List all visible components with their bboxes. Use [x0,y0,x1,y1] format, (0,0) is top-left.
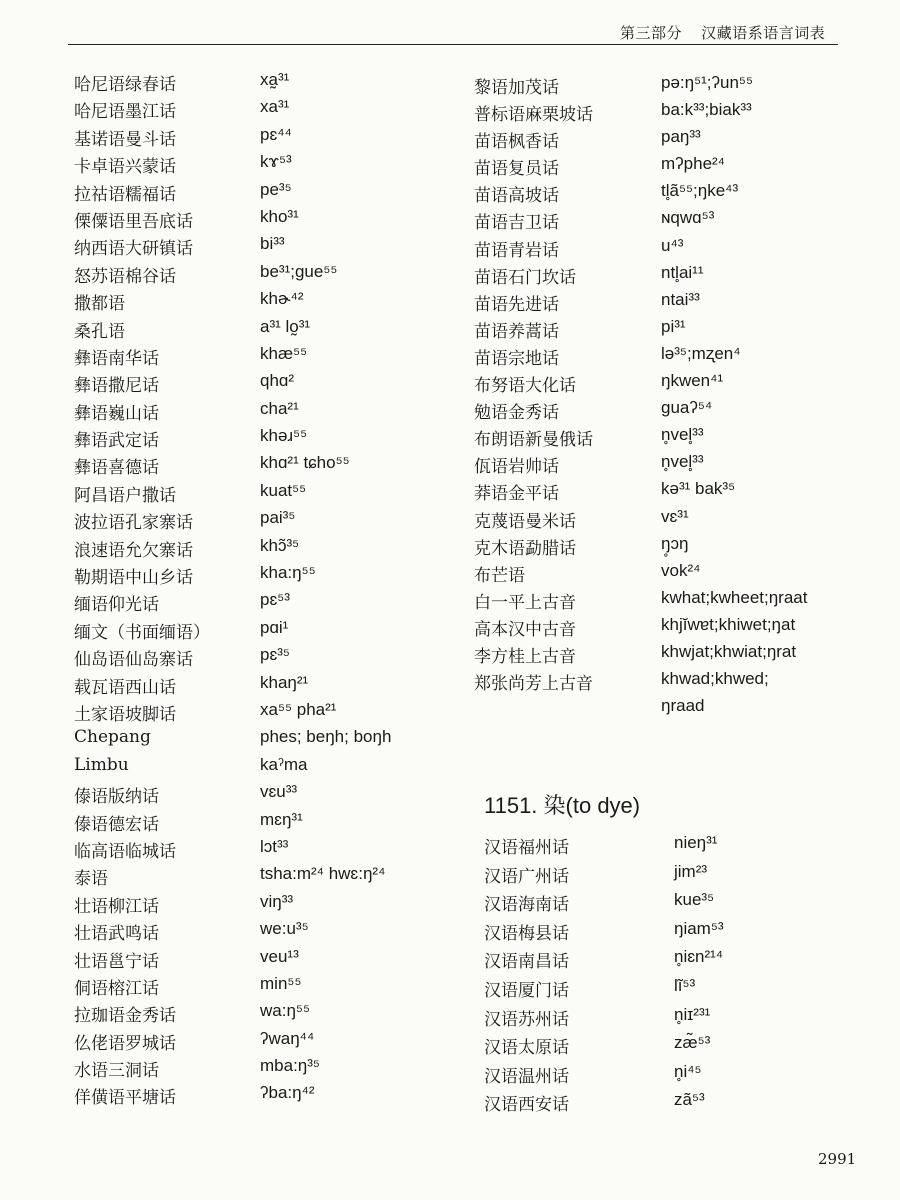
language-name: 汉语苏州话 [484,1009,569,1030]
word-form: khæ⁵⁵ [260,343,308,363]
entry-row [74,618,474,645]
entry-row [74,426,474,453]
section-title: 1151. 染(to dye) [484,793,641,818]
entry-row [74,1056,474,1083]
entry-row [74,481,474,508]
word-form: n̥i⁴⁵ [674,1061,702,1081]
word-form: khɔ̃³⁵ [260,535,300,555]
language-name: 莽语金平话 [474,484,559,505]
word-form: mba:ŋ³⁵ [260,1056,320,1076]
entry-row [484,890,884,919]
word-form: kue³⁵ [674,890,715,910]
language-name: 缅语仰光话 [74,595,159,616]
language-name: 傈僳语里吾底话 [74,211,193,232]
entry-row [74,152,474,179]
entry-row [74,782,474,809]
language-name: 勒期语中山乡话 [74,568,193,589]
language-name: 勉语金秀话 [474,403,559,424]
word-form: n̥vel̥³³ [661,452,704,472]
language-name: 壮语柳江话 [74,896,159,917]
word-form: ŋ̥ɔŋ [661,533,689,553]
word-form: xa⁵⁵ pha²¹ [260,699,337,719]
word-form: khəɹ⁵⁵ [260,426,308,446]
language-name: 克木语勐腊话 [474,538,576,559]
language-name: 哈尼语墨江话 [74,102,176,123]
language-name: 苗语复员话 [474,159,559,180]
word-form: ŋiam⁵³ [674,918,724,938]
word-form: ntl̥ai¹¹ [661,262,704,282]
language-name: 泰语 [74,869,108,890]
entry-row [74,837,474,864]
language-name: 傣语德宏话 [74,814,159,835]
word-form: pɑi¹ [260,617,289,637]
language-name: 苗语先进话 [474,294,559,315]
language-name: Chepang [74,727,151,748]
word-form: ba:k³³;biak³³ [661,100,752,120]
entry-row [74,453,474,480]
word-form: pɛ⁵³ [260,590,290,610]
word-form: nieŋ³¹ [674,833,718,852]
language-name: 侗语榕江话 [74,978,159,999]
header-part: 第三部分 [620,24,683,42]
word-form: lɔt³³ [260,836,289,856]
entry-row [474,263,874,290]
language-name: 汉语梅县话 [484,923,569,944]
entry-row [484,919,884,948]
language-name: 汉语南昌话 [484,952,569,973]
entry-row [474,479,874,506]
language-name: 壮语邕宁话 [74,951,159,972]
word-form: pe³⁵ [260,179,292,199]
word-form: khɚ⁴² [260,289,304,309]
entry-row [474,452,874,479]
language-name: 基诺语曼斗话 [74,129,176,150]
word-form: ŋraad [661,696,705,716]
language-name: 纳西语大研镇话 [74,239,193,260]
language-name: 普标语麻栗坡话 [474,105,593,126]
word-form: kwhat;kwheet;ŋraat [661,587,808,607]
entry-row [74,892,474,919]
entry-row [484,1062,884,1091]
entry-row [484,1090,884,1119]
word-form: a³¹ lo̰³¹ [260,316,311,336]
word-form: pɛ⁴⁴ [260,124,292,144]
entry-row [474,425,874,452]
language-name: 苗语石门坎话 [474,267,576,288]
word-form: n̥iɛn²¹⁴ [674,947,724,967]
entry-row [74,947,474,974]
word-form: u⁴³ [661,235,684,255]
language-name: 壮语武鸣话 [74,924,159,945]
entry-row [74,180,474,207]
entry-row [474,615,874,642]
language-name: 临高语临城话 [74,841,176,862]
word-form: tl̥ã⁵⁵;ŋke⁴³ [661,181,739,201]
header-title: 汉藏语系语言词表 [701,24,826,42]
language-name: 汉语海南话 [484,895,569,916]
entry-row [74,590,474,617]
word-form: bi³³ [260,234,285,254]
language-name: 彝语喜德话 [74,458,159,479]
word-form: pə:ŋ⁵¹;ʔun⁵⁵ [661,73,754,92]
word-form: khaŋ²¹ [260,672,309,692]
entry-row [474,208,874,235]
language-name: 郑张尚芳上古音 [474,674,593,695]
language-name: 布努语大化话 [474,376,576,397]
language-name: 苗语枫香话 [474,132,559,153]
entry-row [474,154,874,181]
entry-row [474,181,874,208]
word-form: kuat⁵⁵ [260,480,307,500]
entry-row [74,1029,474,1056]
entry-row [474,127,874,154]
entry-row [74,344,474,371]
entry-row [74,399,474,426]
entry-row [74,125,474,152]
word-form: jim²³ [674,861,708,881]
entry-row [484,1033,884,1062]
language-name: 苗语高坡话 [474,186,559,207]
word-form: vok²⁴ [661,560,701,580]
language-name: 苗语吉卫话 [474,213,559,234]
language-name: 波拉语孔家寨话 [74,513,193,534]
language-name: 克蔑语曼米话 [474,511,576,532]
entry-row [484,976,884,1005]
entry-row [484,1005,884,1034]
word-form: guaʔ⁵⁴ [661,398,713,418]
word-form: pɛ³⁵ [260,645,290,665]
word-form: xa³¹ [260,97,290,117]
language-name: 苗语养蒿话 [474,321,559,342]
entry-row [74,1001,474,1028]
language-name: 仫佬语罗城话 [74,1033,176,1054]
language-name: 彝语武定话 [74,431,159,452]
entry-row [74,919,474,946]
entry-row [474,236,874,263]
word-form: ntai³³ [661,289,700,309]
language-name: 载瓦语西山话 [74,677,176,698]
language-name: 浪速语允欠寨话 [74,540,193,561]
entry-row [474,507,874,534]
entry-row [74,727,474,754]
word-form: xa̰³¹ [260,70,290,89]
word-form: paŋ³³ [661,127,701,147]
word-form: zã⁵³ [674,1090,705,1110]
language-name: 拉祜语糯福话 [74,184,176,205]
word-form: qhɑ² [260,371,295,391]
word-form: lə³⁵;mʐen⁴ [661,343,741,363]
entry-row [74,371,474,398]
word-form: mʔphe²⁴ [661,154,725,174]
word-form: tsha:m²⁴ hwɛ:ŋ²⁴ [260,864,386,884]
language-name: 汉语太原话 [484,1038,569,1059]
word-form: wa:ŋ⁵⁵ [260,1001,311,1021]
entry-row [74,563,474,590]
language-name: 黎语加茂话 [474,78,559,98]
language-name: 汉语厦门话 [484,980,569,1001]
entry-row [484,947,884,976]
entry-row [74,289,474,316]
word-form: ɴqwɑ⁵³ [661,208,715,228]
word-form: ʔba:ŋ⁴² [260,1083,315,1103]
word-form: kə³¹ bak³⁵ [661,479,736,499]
entry-row [74,317,474,344]
word-form: min⁵⁵ [260,973,302,993]
entry-row [474,588,874,615]
word-form: vɛ³¹ [661,506,689,526]
entry-row [74,974,474,1001]
entry-row [474,561,874,588]
word-form: cha²¹ [260,398,299,418]
word-form: khwjat;khwiat;ŋrat [661,641,797,661]
word-form: n̥iɪ²³¹ [674,1004,711,1024]
language-name: 彝语南华话 [74,348,159,369]
entry-row [484,862,884,891]
language-name: 傣语版纳话 [74,787,159,808]
language-name: 苗语宗地话 [474,348,559,369]
entry-row [74,673,474,700]
word-form: n̥vel̥³³ [661,425,704,445]
language-name: 汉语温州话 [484,1066,569,1087]
language-name: 哈尼语绿春话 [74,75,176,95]
entry-row [74,810,474,837]
language-name: 怒苏语棉谷话 [74,266,176,287]
entry-row [474,534,874,561]
language-name: Limbu [74,754,129,775]
word-form: be³¹;gue⁵⁵ [260,261,338,281]
language-name: 汉语广州话 [484,866,569,887]
header-rule [68,44,838,45]
language-name: 彝语撒尼话 [74,376,159,397]
word-form: kho³¹ [260,206,299,226]
word-form: khwad;khwed; [661,669,769,689]
entry-row [74,1083,474,1110]
page-number: 2991 [818,1150,857,1168]
language-name: 汉语西安话 [484,1095,569,1116]
entry-row [74,234,474,261]
left-column [74,70,474,1111]
language-name: 土家语坡脚话 [74,704,176,725]
language-name: 卡卓语兴蒙话 [74,157,176,178]
entry-row [74,207,474,234]
word-form: pai³⁵ [260,508,296,528]
language-name: 阿昌语户撒话 [74,485,176,506]
word-form: lĩ⁵³ [674,975,696,995]
entry-row [74,864,474,891]
word-form: ŋkwen⁴¹ [661,371,724,391]
right-column-top [474,73,874,723]
language-name: 佤语岩帅话 [474,457,559,478]
entry-row [474,669,874,696]
word-form: khjĭwɐt;khiwet;ŋat [661,614,796,634]
running-header [620,22,825,43]
language-name: 汉语福州话 [484,838,569,858]
entry-row [74,70,474,97]
entry-row [474,696,874,723]
word-form: veu¹³ [260,946,299,966]
language-name: 布朗语新曼俄话 [474,430,593,451]
entry-row [74,700,474,727]
word-form: vɛu³³ [260,782,298,802]
entry-row [474,317,874,344]
entry-row [74,97,474,124]
language-name: 仙岛语仙岛寨话 [74,650,193,671]
entry-row [74,645,474,672]
word-form: kaˀma [260,754,308,774]
entry-row [474,642,874,669]
language-name: 桑孔语 [74,321,125,342]
language-name: 白一平上古音 [474,592,576,613]
language-name: 缅文（书面缅语） [74,622,210,643]
entry-row [474,371,874,398]
language-name: 拉珈语金秀话 [74,1006,176,1027]
section-1151-entries [484,833,884,1119]
entry-row [74,536,474,563]
word-form: viŋ³³ [260,891,294,911]
entry-row [474,73,874,100]
language-name: 布芒语 [474,565,525,586]
language-name: 高本汉中古音 [474,619,576,640]
word-form: phes; beŋh; boŋh [260,727,392,747]
word-form: mɛŋ³¹ [260,809,303,829]
entry-row [74,262,474,289]
language-name: 苗语青岩话 [474,240,559,261]
language-name: 撒都语 [74,294,125,315]
word-form: khɑ²¹ tɕho⁵⁵ [260,453,350,473]
language-name: 李方桂上古音 [474,646,576,667]
language-name: 水语三洞话 [74,1061,159,1082]
word-form: pi³¹ [661,316,686,336]
word-form: ʔwaŋ⁴⁴ [260,1028,315,1048]
entry-row [74,508,474,535]
language-name: 彝语巍山话 [74,403,159,424]
language-name: 佯僙语平塘话 [74,1088,176,1109]
word-form: kɤ⁵³ [260,152,292,172]
entry-row [484,833,884,862]
word-form: kha:ŋ⁵⁵ [260,563,316,583]
entry-row [474,100,874,127]
entry-row [74,755,474,782]
word-form: we:u³⁵ [260,919,309,939]
word-form: zæ̃⁵³ [674,1033,711,1053]
entry-row [474,398,874,425]
entry-row [474,290,874,317]
entry-row [474,344,874,371]
